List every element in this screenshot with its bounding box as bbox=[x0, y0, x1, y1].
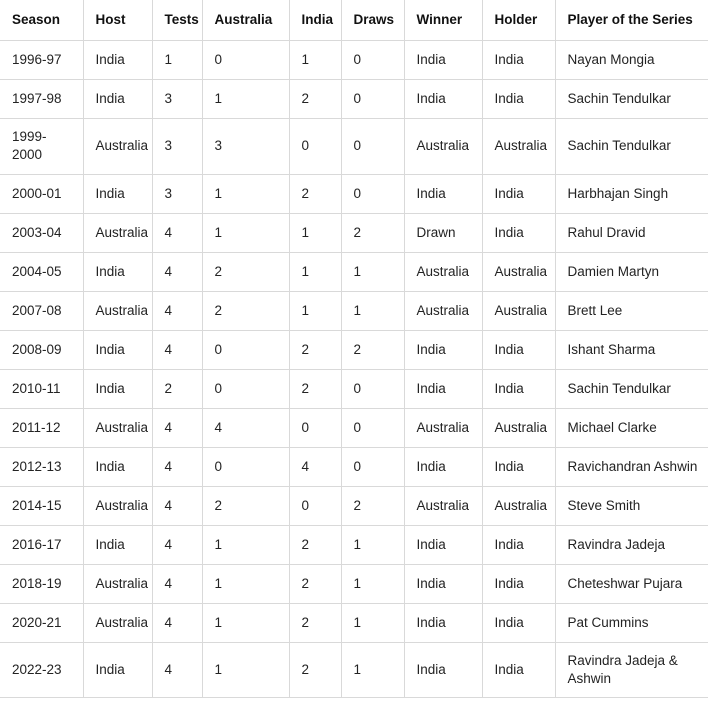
cell-winner: India bbox=[404, 80, 482, 119]
cell-india: 4 bbox=[289, 447, 341, 486]
cell-draws: 0 bbox=[341, 80, 404, 119]
cell-season: 1997-98 bbox=[0, 80, 83, 119]
cell-season: 1999-2000 bbox=[0, 119, 83, 174]
cell-tests: 4 bbox=[152, 564, 202, 603]
table-row bbox=[0, 41, 708, 80]
cell-draws: 0 bbox=[341, 174, 404, 213]
cell-australia: 1 bbox=[202, 564, 289, 603]
cell-season: 2018-19 bbox=[0, 564, 83, 603]
cell-player: Michael Clarke bbox=[555, 408, 708, 447]
cell-holder: India bbox=[482, 642, 555, 697]
column-header-host: Host bbox=[83, 0, 152, 41]
table-row bbox=[0, 525, 708, 564]
cell-player: Damien Martyn bbox=[555, 252, 708, 291]
cell-draws: 1 bbox=[341, 291, 404, 330]
cell-draws: 0 bbox=[341, 119, 404, 174]
cell-season: 1996-97 bbox=[0, 41, 83, 80]
column-header-player-of-the-series: Player of the Series bbox=[555, 0, 708, 41]
cell-winner: India bbox=[404, 642, 482, 697]
cell-holder: India bbox=[482, 330, 555, 369]
cell-india: 0 bbox=[289, 119, 341, 174]
cell-india: 1 bbox=[289, 252, 341, 291]
cell-season: 2016-17 bbox=[0, 525, 83, 564]
cell-india: 2 bbox=[289, 369, 341, 408]
table-row bbox=[0, 213, 708, 252]
cell-player: Harbhajan Singh bbox=[555, 174, 708, 213]
cell-winner: India bbox=[404, 525, 482, 564]
cell-holder: Australia bbox=[482, 119, 555, 174]
cell-australia: 1 bbox=[202, 174, 289, 213]
cell-india: 2 bbox=[289, 525, 341, 564]
table-row bbox=[0, 486, 708, 525]
cell-winner: Australia bbox=[404, 119, 482, 174]
cell-holder: India bbox=[482, 41, 555, 80]
cell-draws: 1 bbox=[341, 525, 404, 564]
table-row bbox=[0, 642, 708, 697]
column-header-holder: Holder bbox=[482, 0, 555, 41]
cell-holder: Australia bbox=[482, 486, 555, 525]
cell-winner: India bbox=[404, 564, 482, 603]
cell-tests: 4 bbox=[152, 408, 202, 447]
cell-season: 2010-11 bbox=[0, 369, 83, 408]
cell-tests: 1 bbox=[152, 41, 202, 80]
cell-winner: India bbox=[404, 369, 482, 408]
cell-holder: Australia bbox=[482, 252, 555, 291]
cell-australia: 1 bbox=[202, 213, 289, 252]
cell-host: India bbox=[83, 369, 152, 408]
column-header-tests: Tests bbox=[152, 0, 202, 41]
cell-india: 2 bbox=[289, 174, 341, 213]
cell-india: 1 bbox=[289, 291, 341, 330]
cell-host: Australia bbox=[83, 291, 152, 330]
cell-host: India bbox=[83, 447, 152, 486]
cell-holder: Australia bbox=[482, 291, 555, 330]
cell-india: 2 bbox=[289, 603, 341, 642]
cell-player: Ravichandran Ashwin bbox=[555, 447, 708, 486]
table-body bbox=[0, 41, 708, 698]
cell-india: 0 bbox=[289, 486, 341, 525]
cell-tests: 3 bbox=[152, 119, 202, 174]
cell-australia: 2 bbox=[202, 291, 289, 330]
cell-host: Australia bbox=[83, 486, 152, 525]
column-header-winner: Winner bbox=[404, 0, 482, 41]
table-row bbox=[0, 447, 708, 486]
cell-season: 2004-05 bbox=[0, 252, 83, 291]
cell-tests: 4 bbox=[152, 213, 202, 252]
cell-player: Sachin Tendulkar bbox=[555, 119, 708, 174]
cell-season: 2011-12 bbox=[0, 408, 83, 447]
cell-draws: 1 bbox=[341, 603, 404, 642]
cell-india: 1 bbox=[289, 213, 341, 252]
cell-winner: Australia bbox=[404, 408, 482, 447]
cell-australia: 0 bbox=[202, 41, 289, 80]
cell-tests: 4 bbox=[152, 486, 202, 525]
cell-tests: 2 bbox=[152, 369, 202, 408]
cell-india: 2 bbox=[289, 642, 341, 697]
cell-host: India bbox=[83, 80, 152, 119]
table-header bbox=[0, 0, 708, 41]
cell-player: Sachin Tendulkar bbox=[555, 369, 708, 408]
cell-player: Rahul Dravid bbox=[555, 213, 708, 252]
table-row bbox=[0, 408, 708, 447]
column-header-australia: Australia bbox=[202, 0, 289, 41]
cell-india: 2 bbox=[289, 80, 341, 119]
cell-season: 2008-09 bbox=[0, 330, 83, 369]
table-row bbox=[0, 330, 708, 369]
cell-draws: 0 bbox=[341, 447, 404, 486]
cell-host: India bbox=[83, 642, 152, 697]
cell-season: 2007-08 bbox=[0, 291, 83, 330]
table-header-row bbox=[0, 0, 708, 41]
cell-australia: 3 bbox=[202, 119, 289, 174]
cell-tests: 4 bbox=[152, 642, 202, 697]
table-row bbox=[0, 174, 708, 213]
cell-draws: 2 bbox=[341, 330, 404, 369]
cell-draws: 1 bbox=[341, 252, 404, 291]
table-row bbox=[0, 291, 708, 330]
cell-holder: Australia bbox=[482, 408, 555, 447]
cell-tests: 4 bbox=[152, 252, 202, 291]
cell-player: Brett Lee bbox=[555, 291, 708, 330]
table-row bbox=[0, 80, 708, 119]
cell-india: 2 bbox=[289, 330, 341, 369]
table-row bbox=[0, 564, 708, 603]
cell-draws: 0 bbox=[341, 41, 404, 80]
cell-winner: Drawn bbox=[404, 213, 482, 252]
cell-australia: 2 bbox=[202, 252, 289, 291]
cell-season: 2000-01 bbox=[0, 174, 83, 213]
cell-winner: India bbox=[404, 447, 482, 486]
cell-holder: India bbox=[482, 80, 555, 119]
cell-australia: 1 bbox=[202, 80, 289, 119]
cell-holder: India bbox=[482, 564, 555, 603]
cell-player: Sachin Tendulkar bbox=[555, 80, 708, 119]
cell-tests: 3 bbox=[152, 174, 202, 213]
cell-winner: Australia bbox=[404, 252, 482, 291]
cell-holder: India bbox=[482, 525, 555, 564]
cell-tests: 4 bbox=[152, 603, 202, 642]
cell-winner: India bbox=[404, 41, 482, 80]
cell-host: India bbox=[83, 174, 152, 213]
cell-host: India bbox=[83, 41, 152, 80]
cell-player: Nayan Mongia bbox=[555, 41, 708, 80]
cell-host: Australia bbox=[83, 564, 152, 603]
table-row bbox=[0, 369, 708, 408]
cell-australia: 1 bbox=[202, 525, 289, 564]
cell-host: India bbox=[83, 252, 152, 291]
cell-season: 2020-21 bbox=[0, 603, 83, 642]
cell-australia: 0 bbox=[202, 369, 289, 408]
cell-season: 2014-15 bbox=[0, 486, 83, 525]
cell-player: Cheteshwar Pujara bbox=[555, 564, 708, 603]
table-row bbox=[0, 603, 708, 642]
cell-holder: India bbox=[482, 174, 555, 213]
table-row bbox=[0, 252, 708, 291]
cell-season: 2022-23 bbox=[0, 642, 83, 697]
cell-draws: 0 bbox=[341, 408, 404, 447]
cell-draws: 1 bbox=[341, 642, 404, 697]
cell-winner: Australia bbox=[404, 486, 482, 525]
cell-winner: India bbox=[404, 330, 482, 369]
cell-host: Australia bbox=[83, 119, 152, 174]
cell-host: Australia bbox=[83, 213, 152, 252]
cell-host: India bbox=[83, 330, 152, 369]
cell-tests: 4 bbox=[152, 447, 202, 486]
cell-holder: India bbox=[482, 447, 555, 486]
cell-winner: Australia bbox=[404, 291, 482, 330]
cell-player: Ishant Sharma bbox=[555, 330, 708, 369]
cell-tests: 3 bbox=[152, 80, 202, 119]
cell-holder: India bbox=[482, 603, 555, 642]
cell-draws: 2 bbox=[341, 213, 404, 252]
cell-tests: 4 bbox=[152, 525, 202, 564]
cell-australia: 2 bbox=[202, 486, 289, 525]
cell-player: Ravindra Jadeja bbox=[555, 525, 708, 564]
cell-australia: 4 bbox=[202, 408, 289, 447]
cell-australia: 0 bbox=[202, 330, 289, 369]
cell-tests: 4 bbox=[152, 330, 202, 369]
cell-draws: 0 bbox=[341, 369, 404, 408]
column-header-india: India bbox=[289, 0, 341, 41]
cell-player: Steve Smith bbox=[555, 486, 708, 525]
cell-host: Australia bbox=[83, 603, 152, 642]
cell-host: India bbox=[83, 525, 152, 564]
cell-holder: India bbox=[482, 213, 555, 252]
cell-australia: 0 bbox=[202, 447, 289, 486]
cell-draws: 2 bbox=[341, 486, 404, 525]
cell-australia: 1 bbox=[202, 603, 289, 642]
cell-player: Ravindra Jadeja & Ashwin bbox=[555, 642, 708, 697]
table-row bbox=[0, 119, 708, 174]
cell-winner: India bbox=[404, 603, 482, 642]
cell-tests: 4 bbox=[152, 291, 202, 330]
cell-draws: 1 bbox=[341, 564, 404, 603]
column-header-season: Season bbox=[0, 0, 83, 41]
cell-australia: 1 bbox=[202, 642, 289, 697]
cell-india: 0 bbox=[289, 408, 341, 447]
cell-host: Australia bbox=[83, 408, 152, 447]
cell-season: 2012-13 bbox=[0, 447, 83, 486]
column-header-draws: Draws bbox=[341, 0, 404, 41]
cell-season: 2003-04 bbox=[0, 213, 83, 252]
cell-winner: India bbox=[404, 174, 482, 213]
cell-player: Pat Cummins bbox=[555, 603, 708, 642]
cell-india: 1 bbox=[289, 41, 341, 80]
cell-india: 2 bbox=[289, 564, 341, 603]
cell-holder: India bbox=[482, 369, 555, 408]
